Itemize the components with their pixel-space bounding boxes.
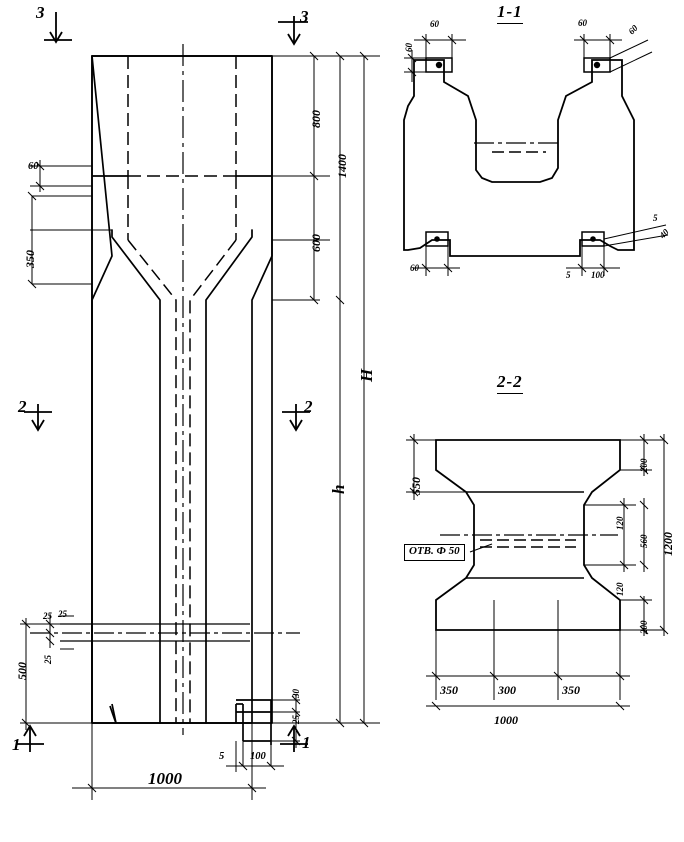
section-mark-2-right-label: 2 <box>304 397 313 416</box>
dim-60-top-left: 60 <box>28 161 39 172</box>
dim-560: 560 <box>639 534 649 548</box>
section-mark-3-right-label: 3 <box>300 7 309 26</box>
pile-elevation-outline <box>92 56 272 723</box>
dim-25b: 25 <box>58 609 67 619</box>
dim-25a: 25 <box>43 611 52 621</box>
dim-1200: 1200 <box>661 532 675 556</box>
pile-elevation-hidden-lines <box>128 56 236 723</box>
dim-60-s11-b: 60 <box>404 43 414 52</box>
view-title-1-1-text: 1-1 <box>497 2 523 24</box>
dim-5-bottom: 5 <box>219 751 225 762</box>
dim-500: 500 <box>15 662 29 680</box>
dim-5-s11-b: 5 <box>566 270 571 280</box>
dim-120-bot: 120 <box>615 582 625 596</box>
dim-60-s11-a: 60 <box>430 19 439 29</box>
dim-1000-bottom: 1000 <box>148 769 182 788</box>
section-2-2-hidden-lines <box>480 540 576 547</box>
view-title-2-2 <box>497 372 523 394</box>
dim-30-bottom: 30 <box>291 689 301 698</box>
section-mark-1-right-label: 1 <box>302 733 311 752</box>
dim-200-bot: 200 <box>639 620 649 634</box>
dim-350-right: 350 <box>562 683 580 697</box>
section-mark-2-left-label: 2 <box>18 397 27 416</box>
dim-60-s11-e: 60 <box>410 263 419 273</box>
section-mark-1-left-label: 1 <box>12 735 21 754</box>
dim-600: 600 <box>309 234 323 252</box>
dim-60-s11-d: 60 <box>626 22 640 37</box>
dim-25-vert: 25 <box>43 655 53 664</box>
section-1-1-outline <box>404 60 634 256</box>
dim-100-bottom: 100 <box>250 751 266 762</box>
dim-550: 550 <box>409 477 423 495</box>
dim-200-top: 200 <box>639 458 649 472</box>
dim-H: H <box>357 368 376 382</box>
dim-300-mid: 300 <box>498 683 516 697</box>
view-title-1-1 <box>497 2 523 24</box>
elevation-dimension-lines <box>20 52 380 800</box>
dim-350: 350 <box>23 250 37 268</box>
dim-350-left: 350 <box>440 683 458 697</box>
view-title-2-2-text: 2-2 <box>497 372 523 394</box>
dim-100-s11: 100 <box>591 270 605 280</box>
dim-5-s11: 5 <box>653 213 658 223</box>
dim-1400: 1400 <box>335 154 349 178</box>
dim-1000-s22: 1000 <box>494 713 518 727</box>
dim-h-lower: h <box>329 484 348 494</box>
dim-60-s11-c: 60 <box>578 18 587 28</box>
note-hole-50: ОТВ. Ф 50 <box>404 544 465 561</box>
section-2-2-dimension-lines <box>406 434 668 710</box>
dim-120-top: 120 <box>615 516 625 530</box>
dim-25-bottom: 25 <box>291 715 301 724</box>
section-mark-3-left-label: 3 <box>36 3 45 22</box>
dim-800: 800 <box>309 110 323 128</box>
pile-elevation-body <box>92 56 272 723</box>
dim-40-s11: 40 <box>657 226 671 241</box>
